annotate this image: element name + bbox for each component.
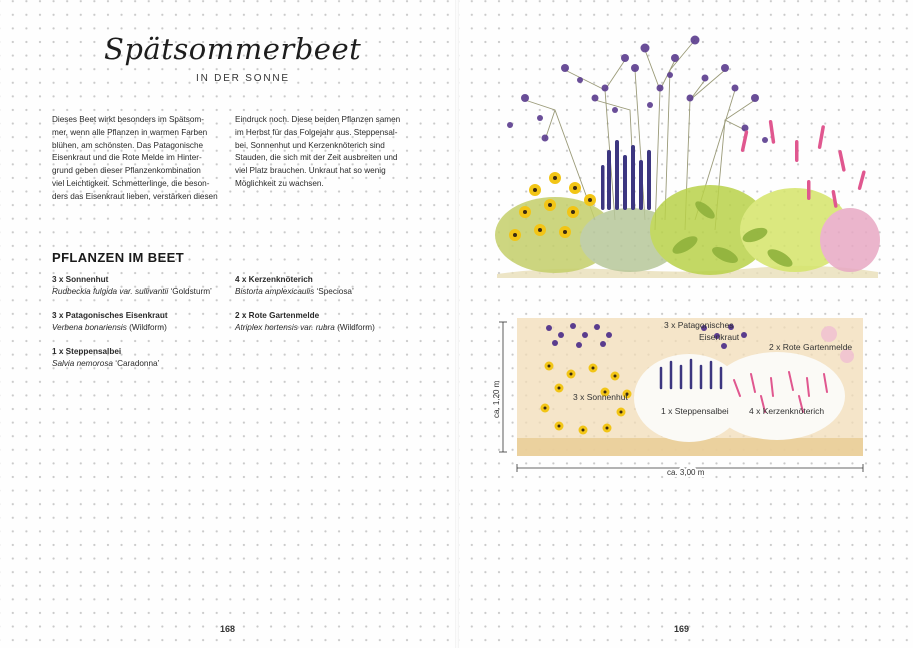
plant-name: 4 x Kerzenknöterich	[235, 275, 313, 284]
plan-label-verbena: 3 x Patagonisches	[664, 320, 734, 330]
plant-entry	[235, 310, 410, 334]
dimension-height: ca. 1,20 m	[492, 380, 501, 418]
page-number-left: 168	[220, 624, 236, 634]
plant-name: 3 x Sonnenhut	[52, 275, 109, 284]
intro-text-column-1: Dieses Beet wirkt besonders im Spätsom- mer, wenn alle Pflanzen in warmen Farben blühen, am schönsten. Das Patagonische Eisenkraut und die Rote Melde im Hinter- grund geben dieser Pflanzenkombination viel Leichtigkeit. Schmetterlinge, die beson- ders das Eisenkraut lieben, verstärken diesen	[52, 115, 218, 201]
plan-label-knoeterich: 4 x Kerzenknöterich	[749, 406, 825, 416]
plan-label-sonnenhut: 3 x Sonnenhut	[573, 392, 628, 402]
plant-botanical: Verbena bonariensis (Wildform)	[52, 323, 167, 332]
plant-botanical: Rudbeckia fulgida var. sullivantii ‘Goldsturm’	[52, 287, 212, 296]
plant-botanical: Atriplex hortensis var. rubra (Wildform)	[235, 323, 375, 332]
plan-label-salbei: 1 x Steppensalbei	[661, 406, 729, 416]
plant-name: 2 x Rote Gartenmelde	[235, 311, 320, 320]
left-page	[0, 0, 455, 648]
plant-entry	[235, 274, 410, 298]
plant-name: 1 x Steppensalbei	[52, 347, 122, 356]
right-page	[459, 0, 913, 648]
plant-entry	[52, 310, 227, 334]
plant-entry	[52, 274, 227, 298]
plan-label-verbena-2: Eisenkraut	[699, 332, 740, 342]
planting-plan	[489, 308, 899, 483]
intro-text-column-2: Eindruck noch. Diese beiden Pflanzen samen im Herbst für das Folgejahr aus. Steppensal- bei, Sonnenhut und Kerzenknöterich sind Stauden, die sich mit der Zeit ausbreiten und viel Platz brauchen. Unkraut hat so wenig Möglichkeit zu wachsen.	[235, 115, 401, 188]
plant-entry	[52, 346, 227, 370]
plant-botanical: Salvia nemorosa ‘Caradonna’	[52, 359, 160, 368]
plan-label-melde: 2 x Rote Gartenmelde	[769, 342, 853, 352]
bed-illustration	[495, 30, 880, 280]
plant-name: 3 x Patagonisches Eisenkraut	[52, 311, 168, 320]
dimension-width: ca. 3,00 m	[667, 468, 705, 477]
page-subtitle: IN DER SONNE	[196, 73, 290, 84]
plants-heading: PFLANZEN IM BEET	[52, 250, 185, 265]
page-title: Spätsommerbeet	[104, 32, 362, 66]
page-number-right: 169	[674, 624, 690, 634]
plant-botanical: Bistorta amplexicaulis ‘Speciosa’	[235, 287, 354, 296]
